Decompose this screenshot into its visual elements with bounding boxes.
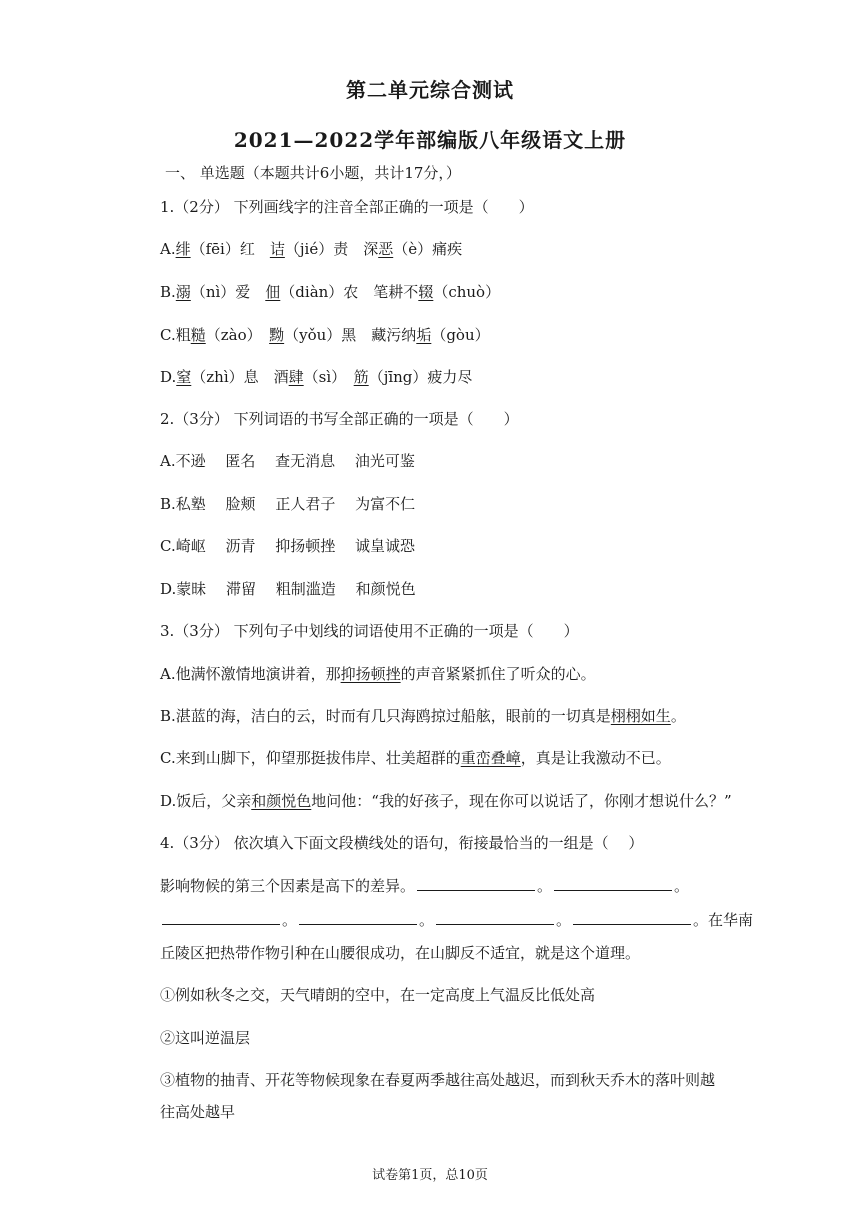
- q4-statement-3: ③植物的抽青、开花等物候现象在春夏两季越往高处越迟，而到秋天乔木的落叶则越: [160, 1071, 716, 1089]
- q4-statement-1: ①例如秋冬之交，天气晴朗的空中，在一定高度上气温反比低处高: [160, 986, 596, 1004]
- q1-option-a: A.绯（fēi）红 诘（jié）责 深恶（è）痛疾: [160, 240, 463, 258]
- answer-blank[interactable]: [162, 910, 280, 925]
- q4-stem: 4.（3分） 依次填入下面文段横线处的语句，衔接最恰当的一组是（ ）: [160, 834, 644, 852]
- q3-option-b: B.湛蓝的海，洁白的云，时而有几只海鸥掠过船舷，眼前的一切真是栩栩如生。: [160, 707, 686, 725]
- q1-option-b: B.溺（nì）爱 佃（diàn）农 笔耕不辍（chuò）: [160, 283, 501, 301]
- q4-statement-2: ②这叫逆温层: [160, 1029, 251, 1047]
- q3-option-a: A.他满怀激情地演讲着，那抑扬顿挫的声音紧紧抓住了听众的心。: [160, 665, 596, 683]
- answer-blank[interactable]: [554, 876, 672, 891]
- q3-option-d: D.饭后，父亲和颜悦色地问他：“我的好孩子，现在你可以说话了，你刚才想说什么？”: [160, 792, 732, 810]
- q3-option-c: C.来到山脚下，仰望那挺拔伟岸、壮美超群的重峦叠嶂，真是让我激动不已。: [160, 749, 671, 767]
- q2-option-a: A.不逊 匿名 查无消息 油光可鉴: [160, 452, 415, 470]
- answer-blank[interactable]: [417, 876, 535, 891]
- q4-statement-3-cont: 往高处越早: [160, 1103, 236, 1121]
- q1-option-c: C.粗糙（zào） 黝（yǒu）黑 藏污纳垢（gòu）: [160, 326, 490, 344]
- q1-option-d: D.窒（zhì）息 酒肆（sì） 筋（jīng）疲力尽: [160, 368, 473, 386]
- answer-blank[interactable]: [299, 910, 417, 925]
- page-footer: 试卷第1页，总10页: [372, 1168, 488, 1183]
- q2-stem: 2.（3分） 下列词语的书写全部正确的一项是（ ）: [160, 410, 519, 428]
- page-title: 第二单元综合测试: [346, 78, 514, 102]
- section-heading: 一、 单选题（本题共计6小题，共计17分，）: [165, 164, 461, 182]
- q4-passage-line3: 丘陵区把热带作物引种在山腰很成功，在山脚反不适宜，就是这个道理。: [160, 944, 641, 962]
- page-subtitle: 2021—2022学年部编版八年级语文上册: [233, 128, 627, 152]
- q4-passage-line1: 影响物候的第三个因素是高下的差异。 。 。: [160, 877, 690, 895]
- q3-stem: 3.（3分） 下列句子中划线的词语使用不正确的一项是（ ）: [160, 622, 579, 640]
- q2-option-c: C.崎岖 沥青 抑扬顿挫 诚皇诚恐: [160, 537, 416, 555]
- q1-stem: 1.（2分） 下列画线字的注音全部正确的一项是（ ）: [160, 198, 534, 216]
- q4-passage-line2: 。 。 。 。在华南: [160, 910, 753, 930]
- answer-blank[interactable]: [436, 910, 554, 925]
- q2-option-b: B.私塾 脸颊 正人君子 为富不仁: [160, 495, 416, 513]
- answer-blank[interactable]: [573, 910, 691, 925]
- q2-option-d: D.蒙昧 滞留 粗制滥造 和颜悦色: [160, 580, 416, 598]
